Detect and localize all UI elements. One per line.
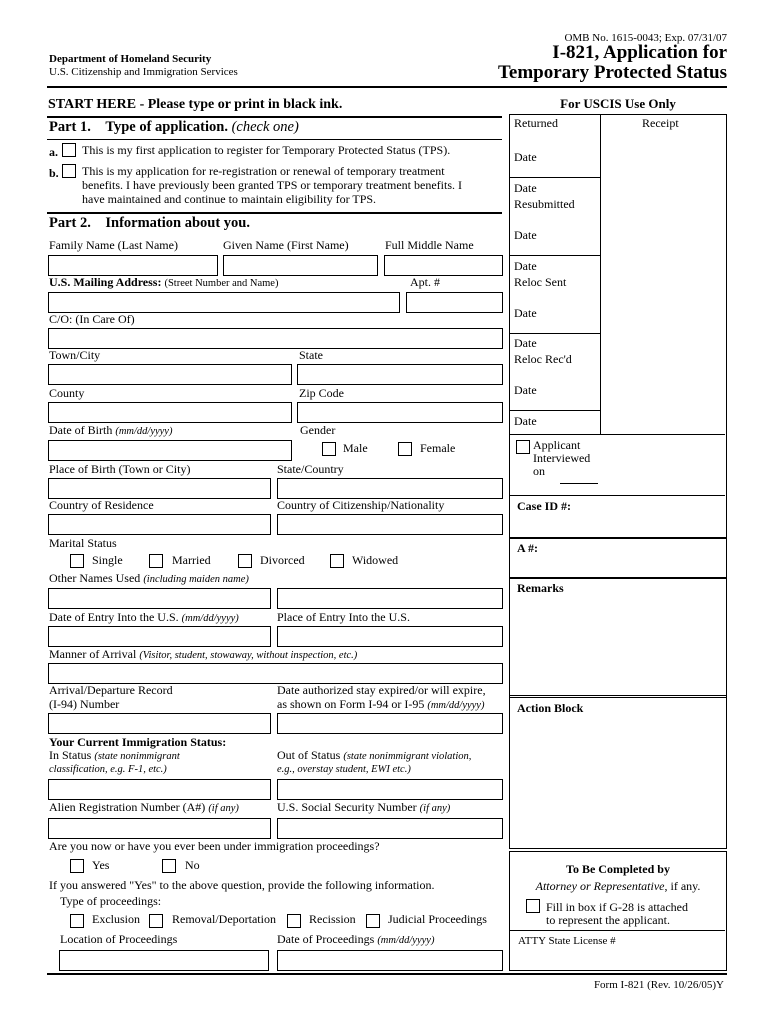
part1-top-rule <box>47 116 502 118</box>
given-name-label: Given Name (First Name) <box>223 238 349 252</box>
pob-label: Place of Birth (Town or City) <box>49 462 191 476</box>
footer-rule <box>47 973 727 975</box>
manner-title: Manner of Arrival <box>49 647 137 661</box>
exclusion-checkbox[interactable] <box>70 914 84 928</box>
country-citizenship-label: Country of Citizenship/Nationality <box>277 498 445 512</box>
other-names-input-1[interactable] <box>48 588 271 609</box>
ssn-label <box>277 800 450 815</box>
alien-number-input[interactable] <box>48 818 271 839</box>
agency-name: U.S. Citizenship and Immigration Services <box>49 66 238 78</box>
other-names-title: Other Names Used <box>49 571 141 585</box>
reloc-sent-divider <box>510 333 600 334</box>
town-input[interactable] <box>48 364 292 385</box>
entry-date-title: Date of Entry Into the U.S. <box>49 610 179 624</box>
exclusion-label: Exclusion <box>92 912 140 926</box>
date-proceedings-hint: (mm/dd/yyyy) <box>377 935 435 946</box>
form-title-line1: I-821, Application for <box>552 42 727 63</box>
recission-checkbox[interactable] <box>287 914 301 928</box>
in-status-hint1: (state nonimmigrant <box>94 751 180 762</box>
dob-label <box>49 423 172 438</box>
in-status-title: In Status <box>49 748 92 762</box>
married-label: Married <box>172 553 211 567</box>
other-names-hint: (including maiden name) <box>143 574 249 585</box>
part2-heading: Information about you. <box>105 215 250 231</box>
interviewed-on-line <box>560 483 598 484</box>
ssn-title: U.S. Social Security Number <box>277 800 417 814</box>
g28-line1: Fill in box if G-28 is attached <box>546 900 688 914</box>
removal-label: Removal/Deportation <box>172 912 276 926</box>
male-checkbox[interactable] <box>322 442 336 456</box>
in-status-label <box>49 748 180 763</box>
auth-stay-input[interactable] <box>277 713 503 734</box>
gender-label: Gender <box>300 423 336 437</box>
zip-label: Zip Code <box>299 386 344 400</box>
state-country-label: State/Country <box>277 462 344 476</box>
current-status-heading: Your Current Immigration Status: <box>49 735 227 749</box>
street-address-input[interactable] <box>48 292 400 313</box>
option-a-label: a. <box>49 145 58 159</box>
attorney-label: Attorney or Representative <box>535 879 665 893</box>
header-divider <box>47 86 727 88</box>
single-checkbox[interactable] <box>70 554 84 568</box>
dob-title: Date of Birth <box>49 423 113 437</box>
proceedings-no-checkbox[interactable] <box>162 859 176 873</box>
proceedings-yes-checkbox[interactable] <box>70 859 84 873</box>
alien-number-label <box>49 800 239 815</box>
entry-place-input[interactable] <box>277 626 503 647</box>
alien-number-hint: (if any) <box>208 803 239 814</box>
zip-input[interactable] <box>297 402 503 423</box>
if-yes-instruction: If you answered "Yes" to the above question, provide the following information. <box>49 878 435 892</box>
i94-label-2: (I-94) Number <box>49 697 120 711</box>
mailing-address-label <box>49 275 278 290</box>
date-proceedings-label <box>277 932 434 947</box>
option-b-label: b. <box>49 166 59 180</box>
g28-line2: to represent the applicant. <box>546 913 670 927</box>
auth-stay-label-2 <box>277 697 484 712</box>
in-status-input[interactable] <box>48 779 271 800</box>
county-input[interactable] <box>48 402 292 423</box>
part1-hint: (check one) <box>231 119 299 135</box>
i94-label-1: Arrival/Departure Record <box>49 683 173 697</box>
form-number: Form I-821 (Rev. 10/26/05)Y <box>593 979 724 991</box>
resubmitted-label: Resubmitted <box>514 197 575 211</box>
judicial-checkbox[interactable] <box>366 914 380 928</box>
date-proceedings-title: Date of Proceedings <box>277 932 375 946</box>
action-block-box[interactable] <box>509 695 727 849</box>
remarks-box[interactable] <box>509 578 727 698</box>
female-checkbox[interactable] <box>398 442 412 456</box>
part2-number: Part 2. <box>49 215 91 231</box>
ssn-input[interactable] <box>277 818 503 839</box>
start-here: START HERE - Please type or print in black ink. <box>48 97 343 112</box>
applicant-interviewed-checkbox[interactable] <box>516 440 530 454</box>
out-status-title: Out of Status <box>277 748 341 762</box>
option-b-checkbox[interactable] <box>62 164 76 178</box>
part1-title-rule <box>47 139 502 140</box>
atty-license-divider <box>510 930 725 931</box>
interviewed-label: Interviewed <box>533 451 591 465</box>
proceedings-no-label: No <box>185 858 200 872</box>
middle-name-input[interactable] <box>384 255 503 276</box>
form-title-line2: Temporary Protected Status <box>497 62 727 83</box>
other-names-input-2[interactable] <box>277 588 503 609</box>
a-number-box[interactable] <box>509 538 727 578</box>
option-a-text: This is my first application to register for Temporary Protected Status (TPS). <box>82 143 451 157</box>
reloc-sent-label: Reloc Sent <box>514 275 567 289</box>
proceedings-yes-label: Yes <box>92 858 110 872</box>
option-b-line1: This is my application for re-registration or renewal of temporary treatment <box>82 164 445 178</box>
entry-date-label <box>49 610 239 625</box>
care-of-input[interactable] <box>48 328 503 349</box>
reloc-sent-date-label-1: Date <box>514 259 537 273</box>
part1-title <box>49 119 299 136</box>
dob-input[interactable] <box>48 440 292 461</box>
mailing-address-title: U.S. Mailing Address: <box>49 275 162 289</box>
entry-place-label: Place of Entry Into the U.S. <box>277 610 410 624</box>
country-residence-input[interactable] <box>48 514 271 535</box>
divorced-label: Divorced <box>260 553 305 567</box>
out-status-hint2: e.g., overstay student, EWI etc.) <box>277 764 411 775</box>
receipt-label: Receipt <box>642 116 679 130</box>
to-be-completed-label: To Be Completed by <box>566 862 670 876</box>
country-citizenship-input[interactable] <box>277 514 503 535</box>
recission-label: Recission <box>309 912 356 926</box>
reloc-recd-date-label-1: Date <box>514 336 537 350</box>
omb-number: OMB No. 1615-0043; Exp. 07/31/07 <box>564 32 727 44</box>
interview-top-divider <box>510 434 725 435</box>
applicant-label: Applicant <box>533 438 581 452</box>
manner-input[interactable] <box>48 663 503 684</box>
if-any-label: , if any. <box>664 879 701 893</box>
reloc-sent-date-label-2: Date <box>514 306 537 320</box>
part2-title <box>49 215 250 232</box>
auth-stay-label-1: Date authorized stay expired/or will expire, <box>277 683 486 697</box>
in-status-hint2: classification, e.g. F-1, etc.) <box>49 764 167 775</box>
location-proceedings-input[interactable] <box>59 950 269 971</box>
mailing-address-hint: (Street Number and Name) <box>164 278 279 289</box>
case-id-label: Case ID #: <box>517 499 571 513</box>
uscis-title: For USCIS Use Only <box>560 96 676 111</box>
resubmitted-date-label-2: Date <box>514 228 537 242</box>
resubmitted-date-label-1: Date <box>514 181 537 195</box>
remarks-label: Remarks <box>517 581 564 595</box>
manner-hint: (Visitor, student, stowaway, without inspection, etc.) <box>139 650 358 661</box>
dob-hint: (mm/dd/yyyy) <box>115 426 173 437</box>
marital-status-label: Marital Status <box>49 536 117 550</box>
uscis-column-divider <box>600 115 601 435</box>
widowed-checkbox[interactable] <box>330 554 344 568</box>
state-country-input[interactable] <box>277 478 503 499</box>
attorney-line <box>510 879 726 894</box>
divorced-checkbox[interactable] <box>238 554 252 568</box>
a-number-label: A #: <box>517 541 538 555</box>
apt-input[interactable] <box>406 292 503 313</box>
department-name: Department of Homeland Security <box>49 53 212 65</box>
proceedings-question: Are you now or have you ever been under immigration proceedings? <box>49 839 380 853</box>
option-b-line2: benefits. I have previously been granted TPS or temporary treatment benefits. I <box>82 178 462 192</box>
manner-label <box>49 647 357 662</box>
entry-date-hint: (mm/dd/yyyy) <box>181 613 239 624</box>
family-name-input[interactable] <box>48 255 218 276</box>
i94-input[interactable] <box>48 713 271 734</box>
pob-input[interactable] <box>48 478 271 499</box>
resubmitted-divider <box>510 255 600 256</box>
part1-number: Part 1. <box>49 119 91 135</box>
auth-stay-title: as shown on Form I-94 or I-95 <box>277 697 425 711</box>
part2-top-rule <box>47 212 502 214</box>
reloc-recd-divider <box>510 410 600 411</box>
g28-checkbox[interactable] <box>526 899 540 913</box>
care-of-label: C/O: (In Care Of) <box>49 312 135 326</box>
female-label: Female <box>420 441 456 455</box>
state-label: State <box>299 348 323 362</box>
reloc-recd-date-label-2: Date <box>514 383 537 397</box>
town-label: Town/City <box>49 348 101 362</box>
returned-date-label: Date <box>514 150 537 164</box>
apt-label: Apt. # <box>410 275 440 289</box>
part1-heading: Type of application. <box>105 119 228 135</box>
date-proceedings-input[interactable] <box>277 950 503 971</box>
location-proceedings-label: Location of Proceedings <box>60 932 178 946</box>
reloc-recd-label: Reloc Rec'd <box>514 352 572 366</box>
returned-divider <box>510 177 600 178</box>
entry-date-input[interactable] <box>48 626 271 647</box>
interview-date-label: Date <box>514 414 537 428</box>
ssn-hint: (if any) <box>419 803 451 814</box>
country-residence-label: Country of Residence <box>49 498 154 512</box>
state-input[interactable] <box>297 364 503 385</box>
type-proceedings-label: Type of proceedings: <box>60 894 162 908</box>
out-status-input[interactable] <box>277 779 503 800</box>
county-label: County <box>49 386 85 400</box>
atty-license-label: ATTY State License # <box>518 935 616 947</box>
action-block-label: Action Block <box>517 701 584 715</box>
male-label: Male <box>343 441 368 455</box>
single-label: Single <box>92 553 123 567</box>
out-status-hint1: (state nonimmigrant violation, <box>343 751 472 762</box>
interviewed-on-label: on <box>533 464 545 478</box>
option-b-line3: have maintained and continue to maintain eligibility for TPS. <box>82 192 377 206</box>
removal-checkbox[interactable] <box>149 914 163 928</box>
married-checkbox[interactable] <box>149 554 163 568</box>
alien-number-title: Alien Registration Number (A#) <box>49 800 206 814</box>
returned-label: Returned <box>514 116 558 130</box>
family-name-label: Family Name (Last Name) <box>49 238 178 252</box>
auth-stay-hint: (mm/dd/yyyy) <box>427 700 485 711</box>
judicial-label: Judicial Proceedings <box>388 912 487 926</box>
out-status-label <box>277 748 471 763</box>
middle-name-label: Full Middle Name <box>385 238 474 252</box>
widowed-label: Widowed <box>352 553 399 567</box>
given-name-input[interactable] <box>223 255 378 276</box>
option-a-checkbox[interactable] <box>62 143 76 157</box>
other-names-label <box>49 571 249 586</box>
case-id-top-divider <box>510 495 725 496</box>
